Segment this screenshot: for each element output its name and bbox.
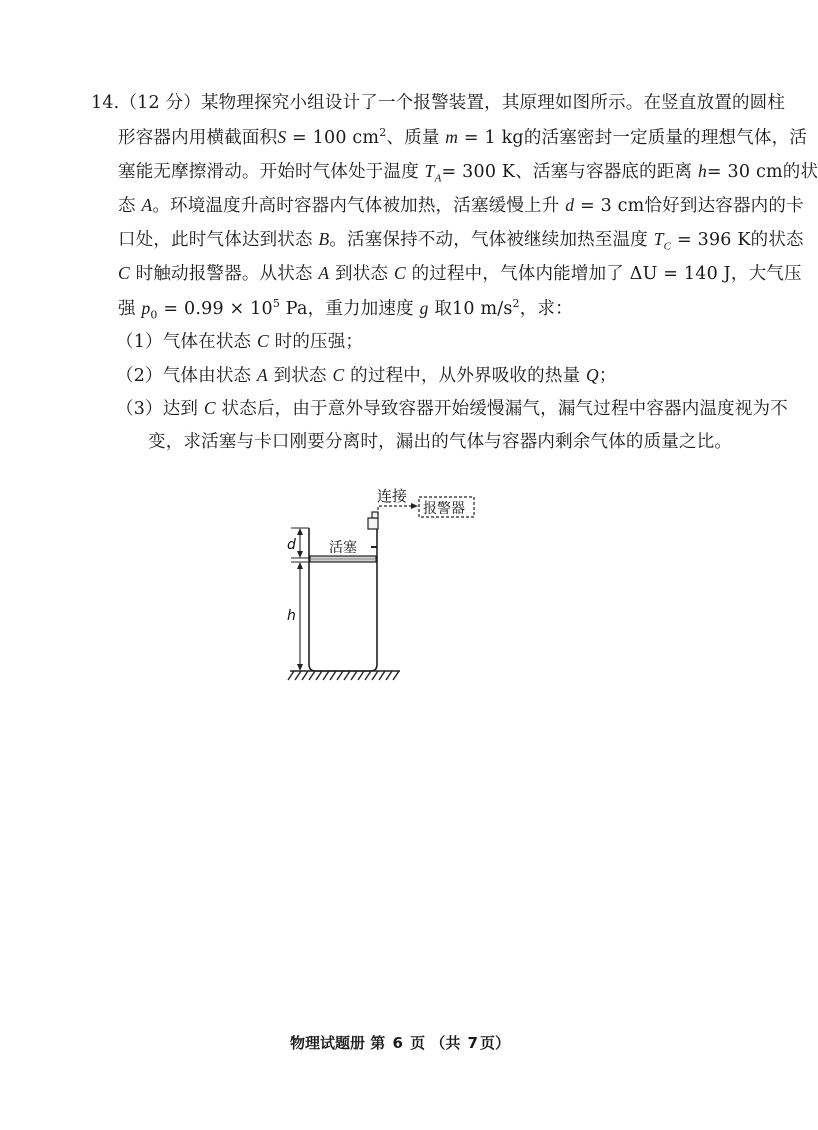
ground (288, 671, 400, 680)
alarm-label: 报警器 (423, 501, 465, 517)
piston (310, 556, 376, 562)
question-1: （1）气体在状态 C 时的压强； (116, 331, 364, 352)
piston-label: 活塞 (329, 540, 357, 556)
alarm-switch (368, 512, 378, 529)
total-pages: 7 (467, 1034, 478, 1052)
problem-line-3: 塞能无摩擦滑动。开始时气体处于温度 $T_A= 300$ K、活塞与容器底的距离 h= 30 cm的状 (118, 161, 818, 185)
problem-line-6: C 时触动报警器。从状态 A 到状态 C 的过程中，气体内能增加了 ΔU = 140 J，大气压 (118, 263, 802, 284)
page-number: 6 (392, 1034, 403, 1052)
d-label: d (287, 537, 296, 553)
problem-number: 14. (91, 93, 120, 113)
problem-line-1: 14.（12 分）某物理探究小组设计了一个报警装置，其原理如图所示。在竖直放置的圆柱 (91, 93, 786, 113)
question-2: （2）气体由状态 A 到状态 C 的过程中，从外界吸收的热量 Q； (116, 365, 617, 386)
question-3-continued: 变，求活塞与卡口刚要分离时，漏出的气体与容器内剩余气体的质量之比。 (148, 432, 733, 452)
problem-line-7: 强 $p_0 = 0.99 \times 10^5$ Pa，重力加速度 g 取10 $m/s^2$，求： (118, 297, 573, 322)
problem-score: （12 分） (119, 93, 201, 113)
question-3: （3）达到 C 状态后，由于意外导致容器开始缓慢漏气，漏气过程中容器内温度视为不 (116, 398, 788, 419)
page-footer: 物理试题册 第 6 页 （共 7 页） (289, 1034, 510, 1052)
problem-line-5: 口处，此时气体达到状态 B。活塞保持不动，气体被继续加热至温度 $T_C = 396$ K的状态 (118, 229, 804, 253)
h-label: h (287, 608, 296, 624)
problem-line-4: 态 A。环境温度升高时容器内气体被加热，活塞缓慢上升 d = 3 cm恰好到达容器内的卡 (118, 195, 804, 216)
problem-line-2: 形容器内用横截面积S = 100 $cm^2$、质量 m = 1 kg的活塞密封一定质量的理想气体，活 (118, 126, 808, 148)
cylinder-container (309, 515, 377, 671)
connect-label: 连接 (377, 487, 408, 505)
